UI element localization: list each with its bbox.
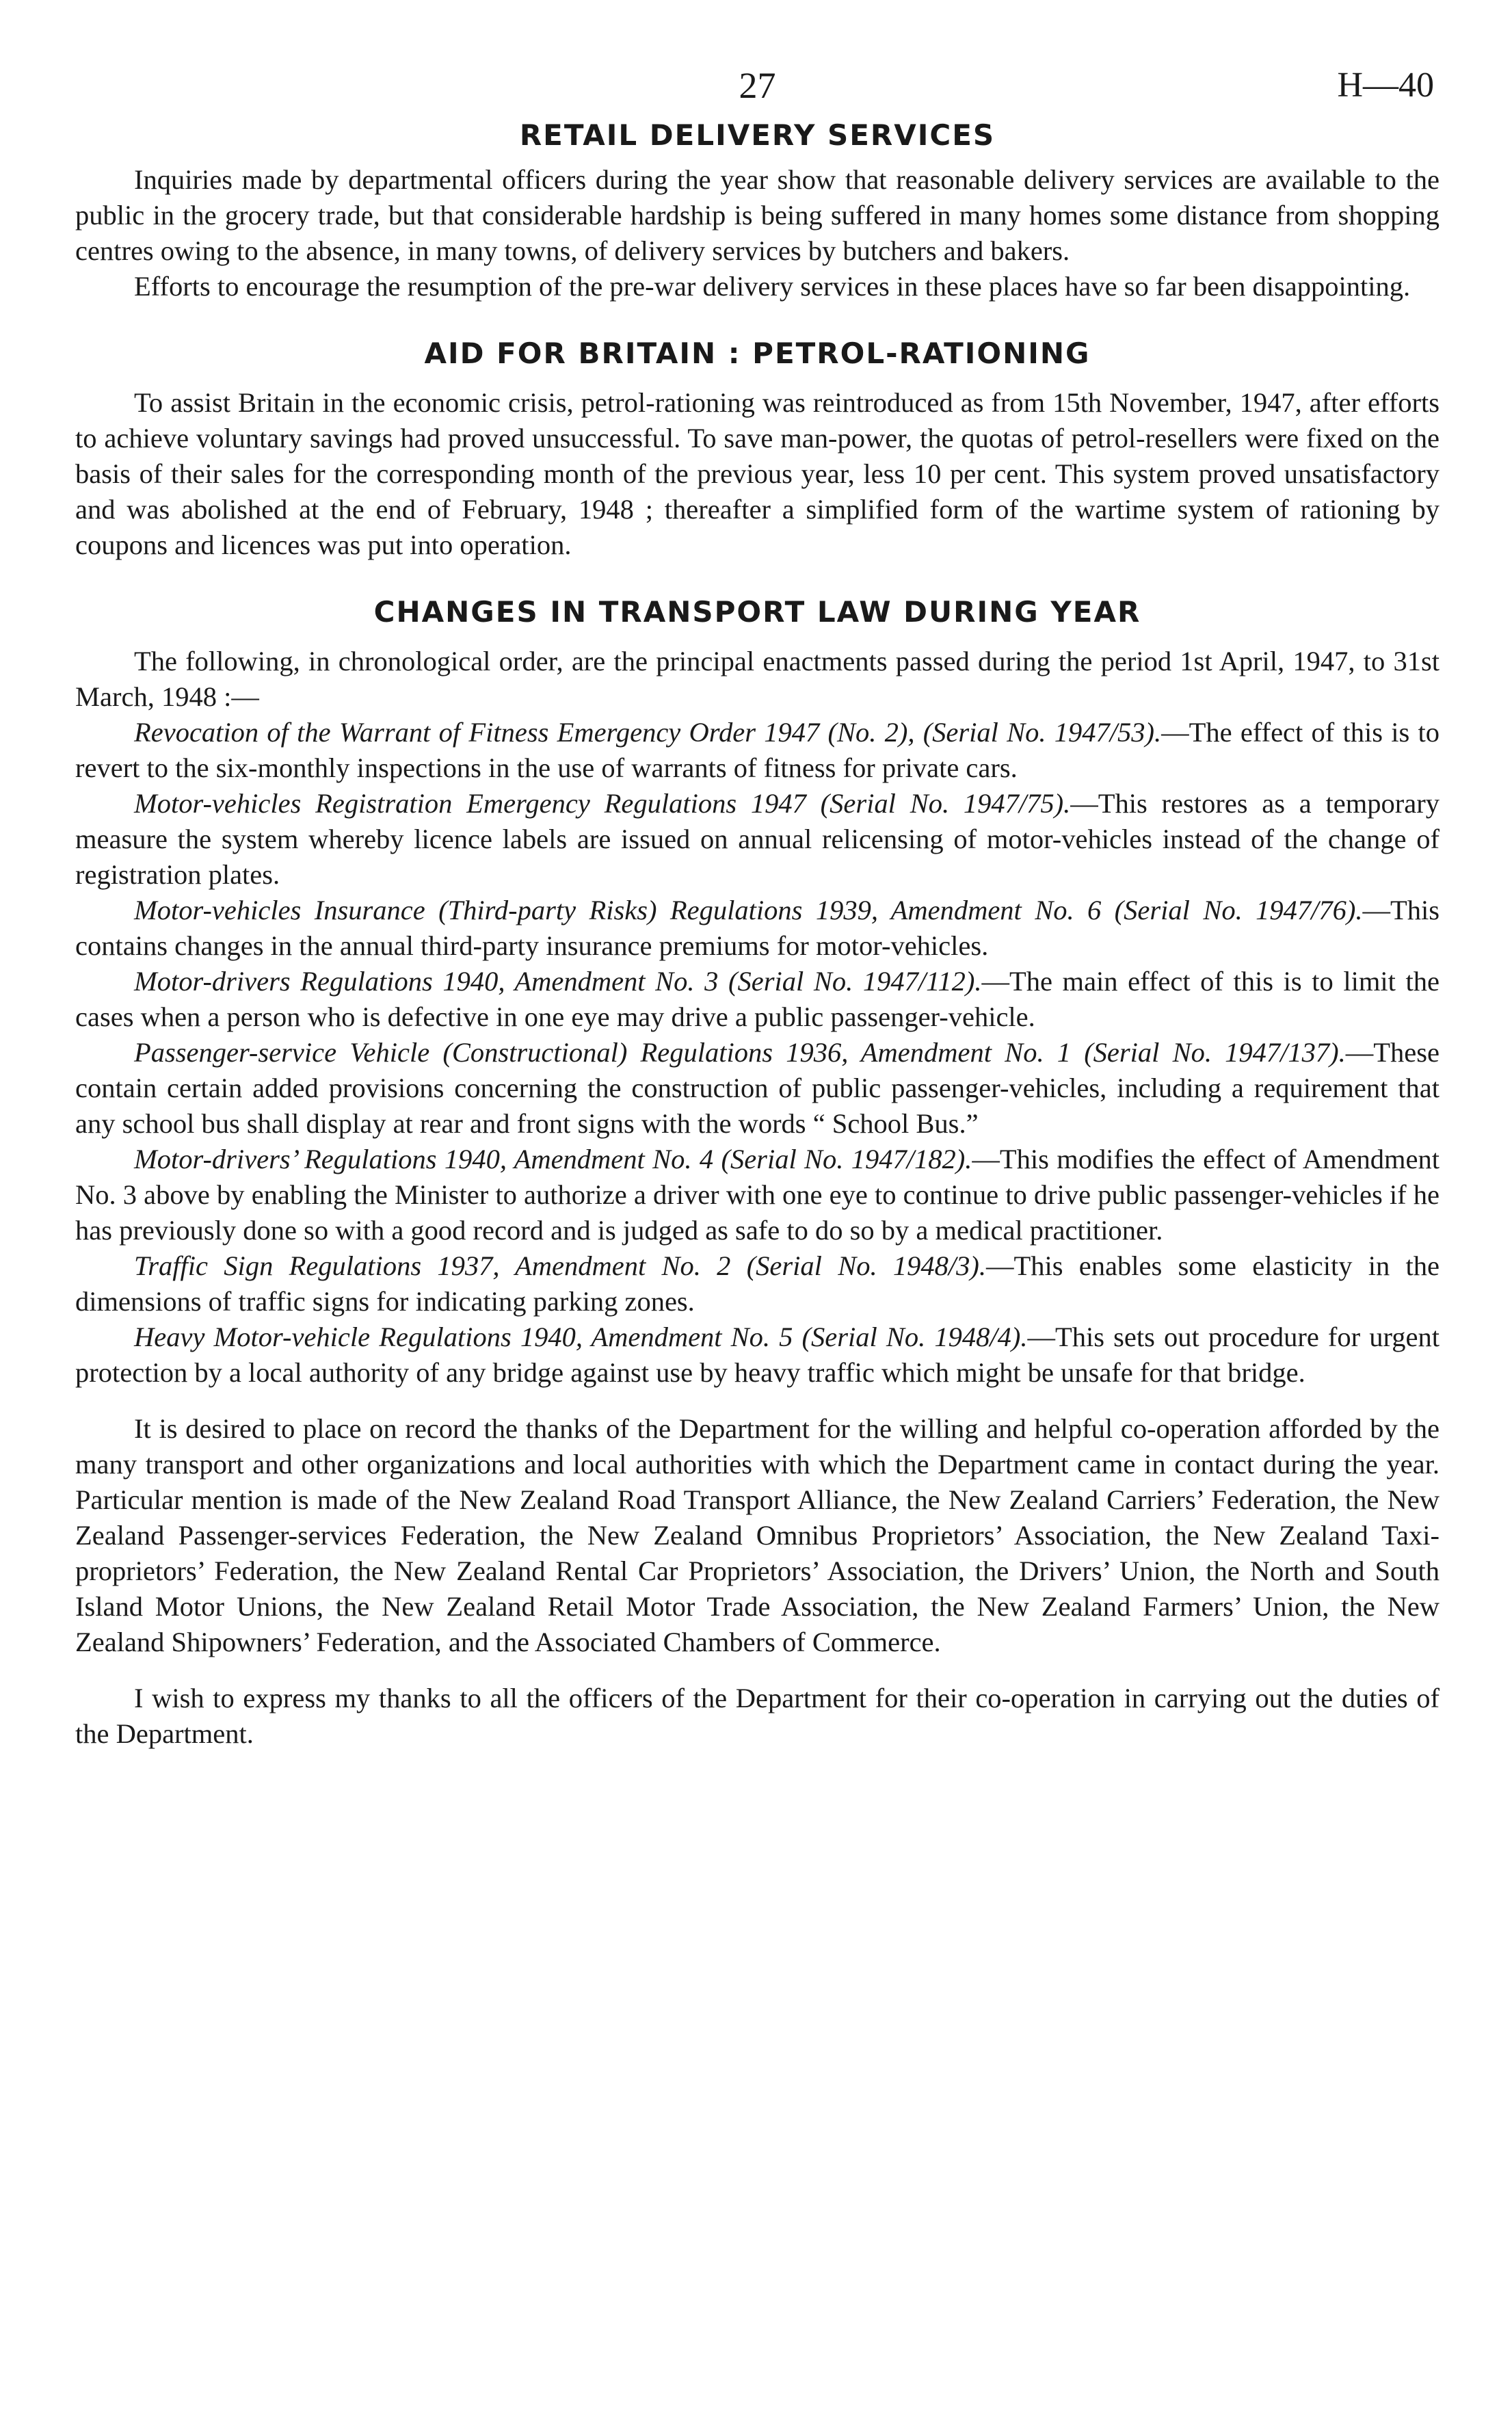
enactment-text: —These contain certain added provisions concerning the construction of public passenger-vehicles, including a requirement that any school bus shall display at rear and front signs with the words “ School Bus.” (75, 1037, 1440, 1139)
section-heading-transport-law: CHANGES IN TRANSPORT LAW DURING YEAR (373, 595, 1141, 629)
enactment-paragraph (75, 1248, 1440, 1319)
closing-paragraph: I wish to express my thanks to all the officers of the Department for their co-operation in carrying out the duties of the Department. (75, 1683, 1440, 1749)
enactment-title: Motor-drivers’ Regulations 1940, Amendment No. 4 (Serial No. 1947/182). (134, 1144, 972, 1174)
enactment-text: —This restores as a temporary measure the system whereby licence labels are issued on annual relicensing of motor-vehicles instead of the change of registration plates. (75, 788, 1440, 890)
enactment-text: —This modifies the effect of Amendment No. 3 above by enabling the Minister to authorize a driver with one eye to continue to drive public passenger-vehicles if he has previously done so with a good record and is judged as safe to do so by a medical practitioner. (75, 1144, 1440, 1246)
enactment-paragraph (75, 1035, 1440, 1142)
retail-paragraph: Efforts to encourage the resumption of the pre-war delivery services in these places have so far been disappointing. (134, 271, 1411, 302)
enactment-paragraph (75, 1319, 1440, 1391)
enactment-text: —The effect of this is to revert to the six-monthly inspections in the use of warrants of fitness for private cars. (75, 717, 1440, 783)
section-heading-petrol-rationing: AID FOR BRITAIN : PETROL-RATIONING (424, 337, 1091, 370)
enactment-title: Passenger-service Vehicle (Constructional) Regulations 1936, Amendment No. 1 (Serial No. 1947/137). (134, 1037, 1346, 1068)
enactment-text: —This enables some elasticity in the dimensions of traffic signs for indicating parking zones. (75, 1250, 1440, 1317)
enactment-title: Motor-vehicles Registration Emergency Regulations 1947 (Serial No. 1947/75). (134, 788, 1071, 819)
enactment-paragraph (75, 1142, 1440, 1248)
enactment-paragraph (75, 964, 1440, 1035)
page-header (75, 65, 1440, 113)
enactment-text: —The main effect of this is to limit the cases when a person who is defective in one eye may drive a public passenger-vehicle. (75, 966, 1440, 1032)
document-page (75, 65, 1440, 1752)
transport-intro-paragraph: The following, in chronological order, are the principal enactments passed during the period 1st April, 1947, to 31st March, 1948 :— (75, 646, 1440, 712)
enactment-title: Motor-vehicles Insurance (Third-party Risks) Regulations 1939, Amendment No. 6 (Serial No. 1947/76). (134, 895, 1363, 925)
page-number: 27 (739, 65, 776, 106)
enactment-text: —This contains changes in the annual third-party insurance premiums for motor-vehicles. (75, 895, 1440, 961)
document-reference: H—40 (1337, 66, 1434, 105)
section-heading-retail: RETAIL DELIVERY SERVICES (519, 118, 996, 152)
petrol-rationing-paragraph: To assist Britain in the economic crisis, petrol-rationing was reintroduced as from 15th November, 1947, after efforts to achieve voluntary savings had proved unsuccessful. To save man-power, the quotas of petrol-resellers were fixed on the basis of their sales for the corresponding month of the previous year, less 10 per cent. This system proved unsatisfactory and was abolished at the end of February, 1948 ; thereafter a simplified form of the wartime system of rationing by coupons and licences was put into operation. (75, 387, 1440, 560)
enactment-title: Motor-drivers Regulations 1940, Amendment No. 3 (Serial No. 1947/112). (134, 966, 982, 997)
enactment-paragraph (75, 893, 1440, 964)
enactment-title: Revocation of the Warrant of Fitness Emergency Order 1947 (No. 2), (Serial No. 1947/53). (134, 717, 1162, 748)
enactment-text: —This sets out procedure for urgent protection by a local authority of any bridge against use by heavy traffic which might be unsafe for that bridge. (75, 1322, 1440, 1388)
thanks-paragraph: It is desired to place on record the thanks of the Department for the willing and helpful co-operation afforded by the many transport and other organizations and local authorities with which the Department came in contact during the year. Particular mention is made of the New Zealand Road Transport Alliance, the New Zealand Carriers’ Federation, the New Zealand Passenger-services Federation, the New Zealand Omnibus Proprietors’ Association, the New Zealand Taxi-proprietors’ Federation, the New Zealand Rental Car Proprietors’ Association, the Drivers’ Union, the North and South Island Motor Unions, the New Zealand Retail Motor Trade Association, the New Zealand Farmers’ Union, the New Zealand Shipowners’ Federation, and the Associated Chambers of Commerce. (75, 1413, 1440, 1657)
enactment-paragraph (75, 715, 1440, 786)
enactment-paragraph (75, 786, 1440, 893)
enactment-title: Traffic Sign Regulations 1937, Amendment No. 2 (Serial No. 1948/3). (134, 1250, 986, 1281)
retail-paragraph: Inquiries made by departmental officers during the year show that reasonable delivery services are available to the public in the grocery trade, but that considerable hardship is being suffered in many homes some distance from shopping centres owing to the absence, in many towns, of delivery services by butchers and bakers. (75, 164, 1440, 266)
enactment-title: Heavy Motor-vehicle Regulations 1940, Amendment No. 5 (Serial No. 1948/4). (134, 1322, 1028, 1352)
